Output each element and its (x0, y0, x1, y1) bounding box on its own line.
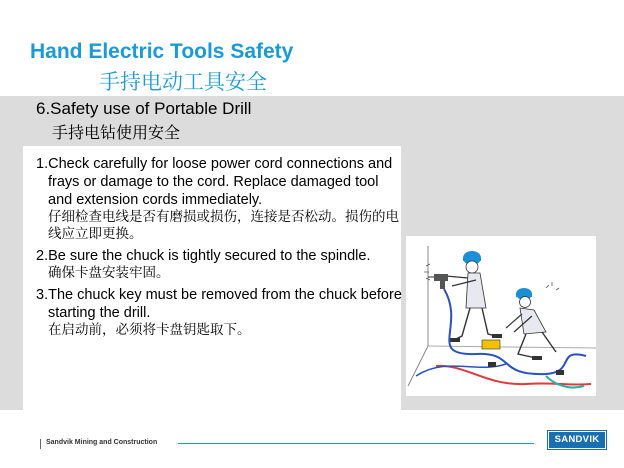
footer-rule (178, 443, 534, 444)
section-title-zh: 手持电钻使用安全 (52, 123, 181, 142)
item-text-zh: 在启动前，必须将卡盘钥匙取下。 (48, 322, 251, 338)
logo-text: SANDVIK (549, 432, 605, 448)
list-item (36, 155, 406, 243)
page-title-en: Hand Electric Tools Safety (30, 40, 294, 63)
illustration-drawing (406, 236, 596, 396)
item-text-zh: 确保卡盘安装牢固。 (48, 265, 170, 281)
item-text-zh: 仔细检查电线是否有磨损或损伤，连接是否松动。损伤的电线应立即更换。 (48, 209, 399, 242)
drill-workers-illustration (406, 236, 596, 396)
sandvik-logo (547, 430, 607, 450)
instruction-list (36, 155, 406, 343)
item-text-en: 1.Check carefully for loose power cord connections and frays or damage to the cord. Replace damaged tool and extension cords immediately. (36, 156, 393, 208)
page-title-zh: 手持电动工具安全 (99, 70, 267, 94)
item-text-en: 2.Be sure the chuck is tightly secured to the spindle. (36, 248, 371, 264)
item-text-en: 3.The chuck key must be removed from the chuck before starting the drill. (36, 287, 402, 321)
footer-separator (40, 439, 41, 449)
list-item (36, 247, 406, 282)
footer-company-name: Sandvik Mining and Construction (46, 439, 158, 446)
section-title-en: 6.Safety use of Portable Drill (36, 99, 252, 118)
list-item (36, 286, 406, 339)
